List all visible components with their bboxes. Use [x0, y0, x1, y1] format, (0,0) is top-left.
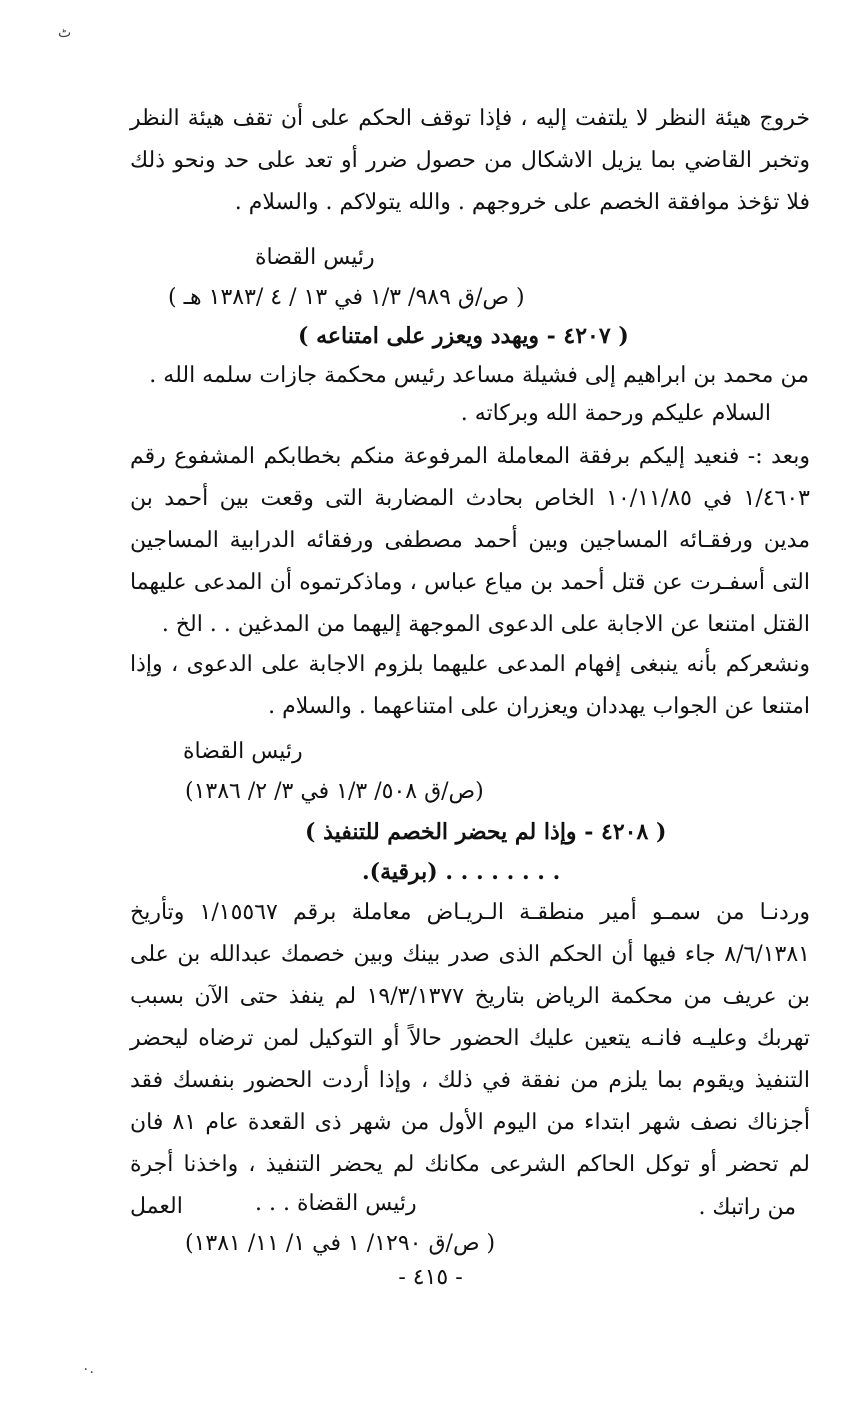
section-3-subheading: . . . . . . . . (برقية).: [362, 859, 561, 885]
section-3-paragraph: وردنـا من سمـو أمير منطقـة الـريـاض معاملة برقم ١/١٥٥٦٧ وتأريخ ٨/٦/١٣٨١ جاء فيها أن الحكم الذى صدر بينك وبين خصمك عبدالله بن على بن عريف من محكمة الرياض بتاريخ ١٩/٣/١٣٧٧ لم ينفذ حتى الآن بسبب تهربك وعليـه فانـه يتعين عليك الحضور حالاً أو التوكيل لمن ترضاه ليحضر التنفيذ ويقوم بما يلزم من نفقة في ذلك ، وإذا أردت الحضور بنفسك فقد أجزناك نصف شهر ابتداء من اليوم الأول من شهر ذى القعدة عام ٨١ فان لم تحضر أو توكل الحاكم الشرعى مكانك لم يحضر التنفيذ ، واخذنا أجرة العمل: [130, 900, 810, 1219]
section-2-paragraph-2: ونشعركم بأنه ينبغى إفهام المدعى عليهما بلزوم الاجابة على الدعوى ، وإذا امتنعا عن الجواب يهددان ويعزران على امتناعهما . والسلام .: [130, 652, 810, 719]
section-2-heading: ( ٤٢٠٧ - ويهدد ويعزر على امتناعه ): [298, 323, 629, 349]
section-3-signature: رئيس القضاة . . .: [255, 1191, 417, 1216]
section-2-paragraph-1: وبعد :- فنعيد إليكم برفقة المعاملة المرفوعة منكم بخطابكم المشفوع رقم ١/٤٦٠٣ في ١٠/١١/٨٥ الخاص بحادث المضاربة التى وقعت بين أحمد بن مدين ورفقـائه المساجين وبين أحمد مصطفى ورفقائه الدرابية المساجين التى أسفـرت عن قتل أحمد بن مياع عباس ، وماذكرتموه أن المدعى عليهما القتل امتنعا عن الاجابة على الدعوى الموجهة إليهما من المدغين . . الخ .: [130, 444, 810, 637]
margin-mark-top: ٹ: [58, 25, 72, 41]
section-3-closing: من راتبك .: [698, 1195, 796, 1220]
section-3-reference: ( ص/ق ١٢٩٠/ ١ في ١/ ١١/ ١٣٨١): [185, 1231, 496, 1256]
section-2-greeting: السلام عليكم ورحمة الله وبركاته .: [460, 401, 771, 426]
section-1-paragraph: خروج هيئة النظر لا يلتفت إليه ، فإذا توقف الحكم على أن تقف هيئة النظر وتخبر القاضي بما يزيل الاشكال من حصول ضرر أو تعد على حد ونحو ذلك فلا تؤخذ موافقة الخصم على خروجهم . والله يتولاكم . والسلام .: [130, 106, 810, 215]
section-1-signature: رئيس القضاة: [255, 245, 375, 270]
section-2-address: من محمد بن ابراهيم إلى فشيلة مساعد رئيس محكمة جازات سلمه الله .: [149, 363, 809, 388]
section-3-heading: ( ٤٢٠٨ - وإذا لم يحضر الخصم للتنفيذ ): [305, 819, 667, 845]
margin-mark-bottom: ٠.: [82, 1361, 94, 1377]
section-2-signature: رئيس القضاة: [183, 739, 303, 764]
section-2-reference: (ص/ق ٥٠٨/ ١/٣ في ٣/ ٢/ ١٣٨٦): [185, 779, 484, 804]
section-1-reference: ( ص/ق ٩٨٩/ ١/٣ في ١٣ / ٤ /١٣٨٣ هـ ): [168, 285, 525, 310]
page-number: - ٤١٥ -: [398, 1265, 463, 1290]
